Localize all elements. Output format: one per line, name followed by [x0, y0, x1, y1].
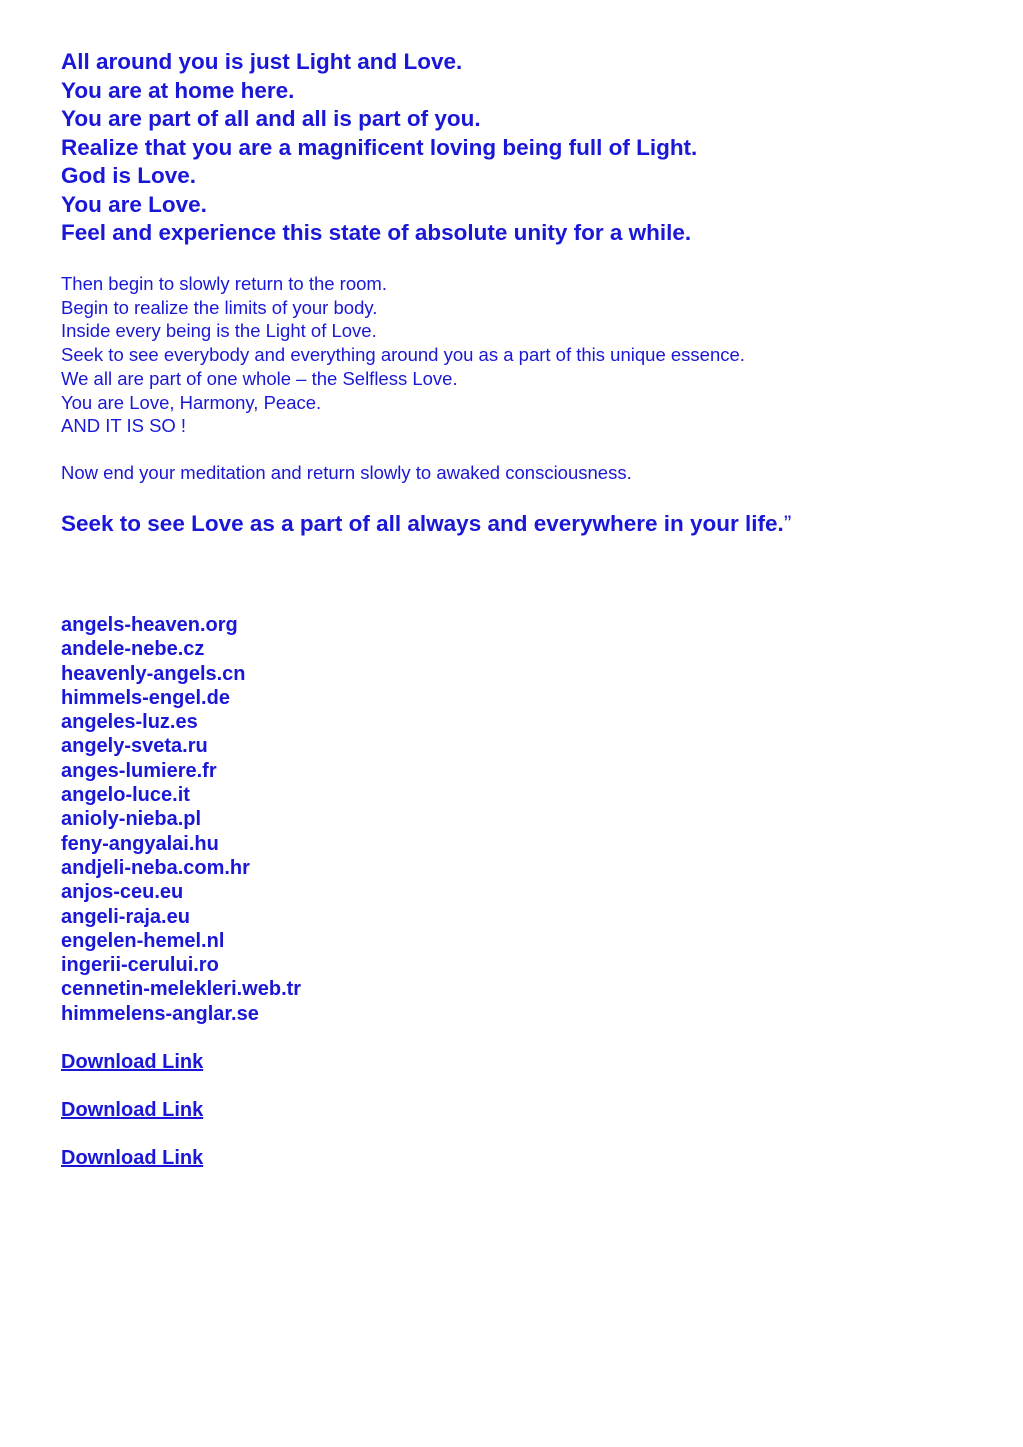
website-item: anioly-nieba.pl	[61, 808, 202, 831]
meditation-bold-line: You are at home here.	[61, 77, 295, 103]
website-item: andjeli-neba.com.hr	[61, 856, 250, 879]
return-line: Seek to see everybody and everything around you as a part of this unique essence.	[61, 344, 745, 366]
website-item: himmelens-anglar.se	[61, 1002, 259, 1025]
meditation-bold-line: You are part of all and all is part of you.	[61, 106, 481, 131]
download-links	[61, 1050, 203, 1194]
website-item: angeles-luz.es	[61, 711, 198, 734]
return-line: Begin to realize the limits of your body.	[61, 296, 378, 318]
return-line: Inside every being is the Light of Love.	[61, 320, 377, 342]
download-link[interactable]: Download Link	[61, 1147, 204, 1169]
website-item: angelo-luce.it	[61, 784, 190, 807]
meditation-bold-paragraph	[61, 48, 697, 248]
website-item: cennetin-melekleri.web.tr	[61, 978, 302, 1001]
website-item: ingerii-cerului.ro	[61, 954, 219, 977]
return-line: You are Love, Harmony, Peace.	[61, 391, 322, 413]
website-list	[61, 613, 301, 1026]
return-line: We all are part of one whole – the Selfless Love.	[61, 367, 458, 389]
website-item: andele-nebe.cz	[61, 638, 205, 661]
website-item: angels-heaven.org	[61, 614, 238, 636]
closing-sentence	[61, 509, 791, 539]
website-item: heavenly-angels.cn	[61, 662, 246, 685]
website-item: angeli-raja.eu	[61, 905, 190, 928]
website-item: anjos-ceu.eu	[61, 881, 184, 904]
website-item: angely-sveta.ru	[61, 735, 208, 758]
closing-sentence-text: Seek to see Love as a part of all always and everywhere in your life.	[61, 511, 784, 536]
website-item: engelen-hemel.nl	[61, 929, 225, 952]
end-meditation-line: Now end your meditation and return slowly to awaked consciousness.	[61, 462, 632, 483]
download-link[interactable]: Download Link	[61, 1051, 204, 1073]
meditation-bold-line: Realize that you are a magnificent loving being full of Light.	[61, 134, 698, 160]
meditation-bold-line: God is Love.	[61, 163, 197, 188]
return-paragraph	[61, 272, 745, 438]
return-line: Then begin to slowly return to the room.	[61, 273, 387, 294]
meditation-bold-line: All around you is just Light and Love.	[61, 49, 463, 74]
return-line: AND IT IS SO !	[61, 415, 187, 437]
website-item: himmels-engel.de	[61, 686, 230, 709]
download-link[interactable]: Download Link	[61, 1099, 204, 1121]
closing-quote-mark: ”	[783, 511, 792, 536]
website-item: feny-angyalai.hu	[61, 832, 219, 855]
website-item: anges-lumiere.fr	[61, 759, 217, 782]
meditation-bold-line: Feel and experience this state of absolute unity for a while.	[61, 220, 692, 245]
meditation-bold-line: You are Love.	[61, 191, 207, 217]
